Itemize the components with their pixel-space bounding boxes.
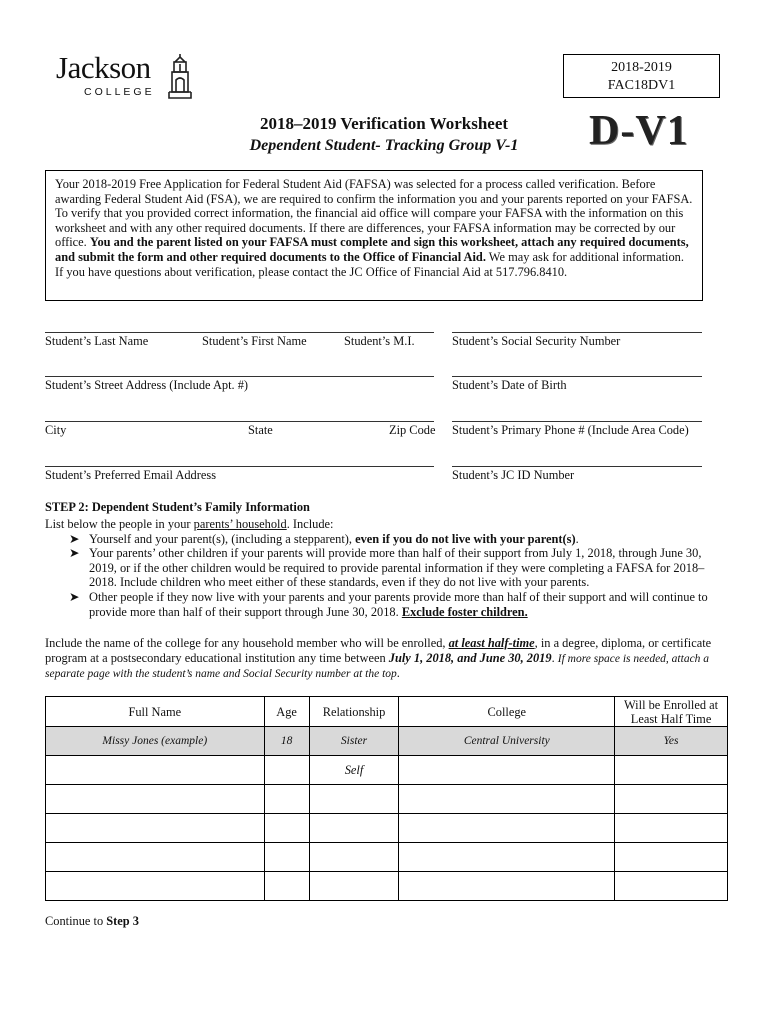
table-row <box>46 785 728 814</box>
college-text-2: , in a degree, diploma, or certificate program at a postsecondary educational institution any time between <box>45 636 712 665</box>
cell-college[interactable] <box>399 814 615 843</box>
intro-text: Your 2018-2019 Free Application for Federal Student Aid (FAFSA) was selected for a process called verification. Before awarding Federal Student Aid (FSA), we are required to confirm the information you and your parents reported on your FAFSA. To verify that you provided correct information, the financial aid office will compare your FAFSA with the information on this worksheet and with any other required documents. If there are differences, your FAFSA information may be corrected by our office. <box>55 177 693 250</box>
step2-body <box>45 517 725 619</box>
lead-text: List below the people in your <box>45 517 194 531</box>
college-note: If more space is needed, attach a separate page with the student’s name and Social Security number at the top <box>45 652 710 681</box>
cell-relationship-self: Self <box>309 756 399 785</box>
b3-bold: Exclude foster children. <box>401 604 528 619</box>
name-line[interactable] <box>45 332 434 333</box>
cell-relationship[interactable] <box>309 843 399 872</box>
cell-age[interactable] <box>264 756 309 785</box>
cell-relationship[interactable] <box>309 785 399 814</box>
cell-name[interactable] <box>46 843 265 872</box>
cell-college[interactable] <box>399 872 615 901</box>
continue-text: Continue to <box>45 914 107 928</box>
cell-relationship[interactable] <box>309 814 399 843</box>
logo-subtitle: COLLEGE <box>84 86 155 98</box>
example-college: Central University <box>399 727 615 756</box>
arrow-bullet-icon: ➤ <box>69 589 80 604</box>
dob-line[interactable] <box>452 376 702 377</box>
cell-college[interactable] <box>399 843 615 872</box>
cell-age[interactable] <box>264 814 309 843</box>
header-college: College <box>399 697 615 727</box>
header-relationship: Relationship <box>309 697 399 727</box>
last-name-label: Student’s Last Name <box>45 334 149 348</box>
jcid-label: Student’s JC ID Number <box>452 468 575 482</box>
cell-half-time[interactable] <box>615 872 728 901</box>
intro-bold: You and the parent listed on your FAFSA must complete and sign this worksheet, attach any required documents, and submit the form and other required documents to the Office of Financial Aid. <box>55 235 689 264</box>
address-label: Student’s Street Address (Include Apt. #) <box>45 378 249 392</box>
include-list <box>45 532 725 620</box>
ssn-label: Student’s Social Security Number <box>452 334 621 348</box>
cell-name[interactable] <box>46 756 265 785</box>
cell-college[interactable] <box>399 785 615 814</box>
table-row <box>46 756 728 785</box>
table-header-row <box>46 697 728 727</box>
b2-text: Your parents’ other children if your parents will provide more than half of their support from July 1, 2018, through June 30, 2019, or if the other children would be required to provide parental information if they were completing a FAFSA for 2018–2018. Include children who meet either of these standards, even if they do not live with your parents. <box>89 546 705 590</box>
mi-label: Student’s M.I. <box>344 334 415 348</box>
email-line[interactable] <box>45 466 434 467</box>
list-item <box>45 532 725 547</box>
college-instructions <box>45 636 725 682</box>
ssn-line[interactable] <box>452 332 702 333</box>
lead-underline: parents’ household <box>193 517 287 531</box>
b1-text: Yourself and your parent(s), (including a stepparent), <box>89 531 356 546</box>
cell-college[interactable] <box>399 756 615 785</box>
cell-name[interactable] <box>46 872 265 901</box>
cell-half-time[interactable] <box>615 843 728 872</box>
page-title: 2018–2019 Verification Worksheet <box>259 114 509 133</box>
dob-label: Student’s Date of Birth <box>452 378 567 392</box>
college-text-3: . <box>551 650 558 665</box>
zip-label: Zip Code <box>389 423 436 437</box>
header-half-time: Will be Enrolled at Least Half Time <box>615 697 728 727</box>
tower-icon <box>166 52 194 105</box>
form-badge: D-V1 <box>589 108 689 154</box>
cell-age[interactable] <box>264 843 309 872</box>
b3-text: Other people if they now live with your parents and your parents provide more than half of their support and will continue to provide more than half of their support through June 30, 2018. <box>89 589 708 619</box>
step2-heading: STEP 2: Dependent Student’s Family Information <box>45 500 310 514</box>
example-relationship: Sister <box>309 727 399 756</box>
cell-relationship[interactable] <box>309 872 399 901</box>
logo-wordmark: Jackson <box>56 50 151 85</box>
cell-half-time[interactable] <box>615 785 728 814</box>
city-label: City <box>45 423 67 437</box>
list-item <box>45 590 725 619</box>
jcid-line[interactable] <box>452 466 702 467</box>
form-code-box <box>563 54 720 98</box>
arrow-bullet-icon: ➤ <box>69 546 80 561</box>
continue-note <box>45 914 139 929</box>
college-dates: July 1, 2018, and June 30, 2019 <box>388 650 552 665</box>
arrow-bullet-icon: ➤ <box>69 531 80 546</box>
table-row <box>46 814 728 843</box>
intro-box <box>45 170 703 301</box>
form-code: FAC18DV1 <box>607 78 676 93</box>
college-end: . <box>396 666 400 681</box>
list-item <box>45 546 725 590</box>
email-label: Student’s Preferred Email Address <box>45 468 217 482</box>
table-row <box>46 843 728 872</box>
intro-tail: We may ask for additional information. If you have questions about verification, please contact the JC Office of Financial Aid at 517.796.8410. <box>55 249 684 279</box>
continue-step: Step 3 <box>106 914 139 928</box>
cell-name[interactable] <box>46 814 265 843</box>
table-row <box>46 872 728 901</box>
header-full-name: Full Name <box>46 697 265 727</box>
city-state-zip-line[interactable] <box>45 421 434 422</box>
state-label: State <box>248 423 273 437</box>
page-subtitle: Dependent Student- Tracking Group V-1 <box>249 137 519 154</box>
example-age: 18 <box>264 727 309 756</box>
cell-age[interactable] <box>264 785 309 814</box>
cell-age[interactable] <box>264 872 309 901</box>
family-table <box>45 696 728 901</box>
lead-end: . Include: <box>286 517 334 531</box>
phone-label: Student’s Primary Phone # (Include Area Code) <box>452 423 689 437</box>
example-row <box>46 727 728 756</box>
address-line[interactable] <box>45 376 434 377</box>
b1-end: . <box>575 531 579 546</box>
phone-line[interactable] <box>452 421 702 422</box>
step2-lead <box>45 517 725 532</box>
form-year: 2018-2019 <box>611 60 672 75</box>
college-text-1: Include the name of the college for any household member who will be enrolled, <box>45 636 449 650</box>
b1-bold: even if you do not live with your parent(s) <box>355 531 576 546</box>
cell-half-time[interactable] <box>615 756 728 785</box>
college-half-time: at least half-time <box>448 636 535 650</box>
first-name-label: Student’s First Name <box>202 334 307 348</box>
example-name: Missy Jones (example) <box>46 727 265 756</box>
example-half-time: Yes <box>615 727 728 756</box>
cell-name[interactable] <box>46 785 265 814</box>
cell-half-time[interactable] <box>615 814 728 843</box>
header-age: Age <box>264 697 309 727</box>
